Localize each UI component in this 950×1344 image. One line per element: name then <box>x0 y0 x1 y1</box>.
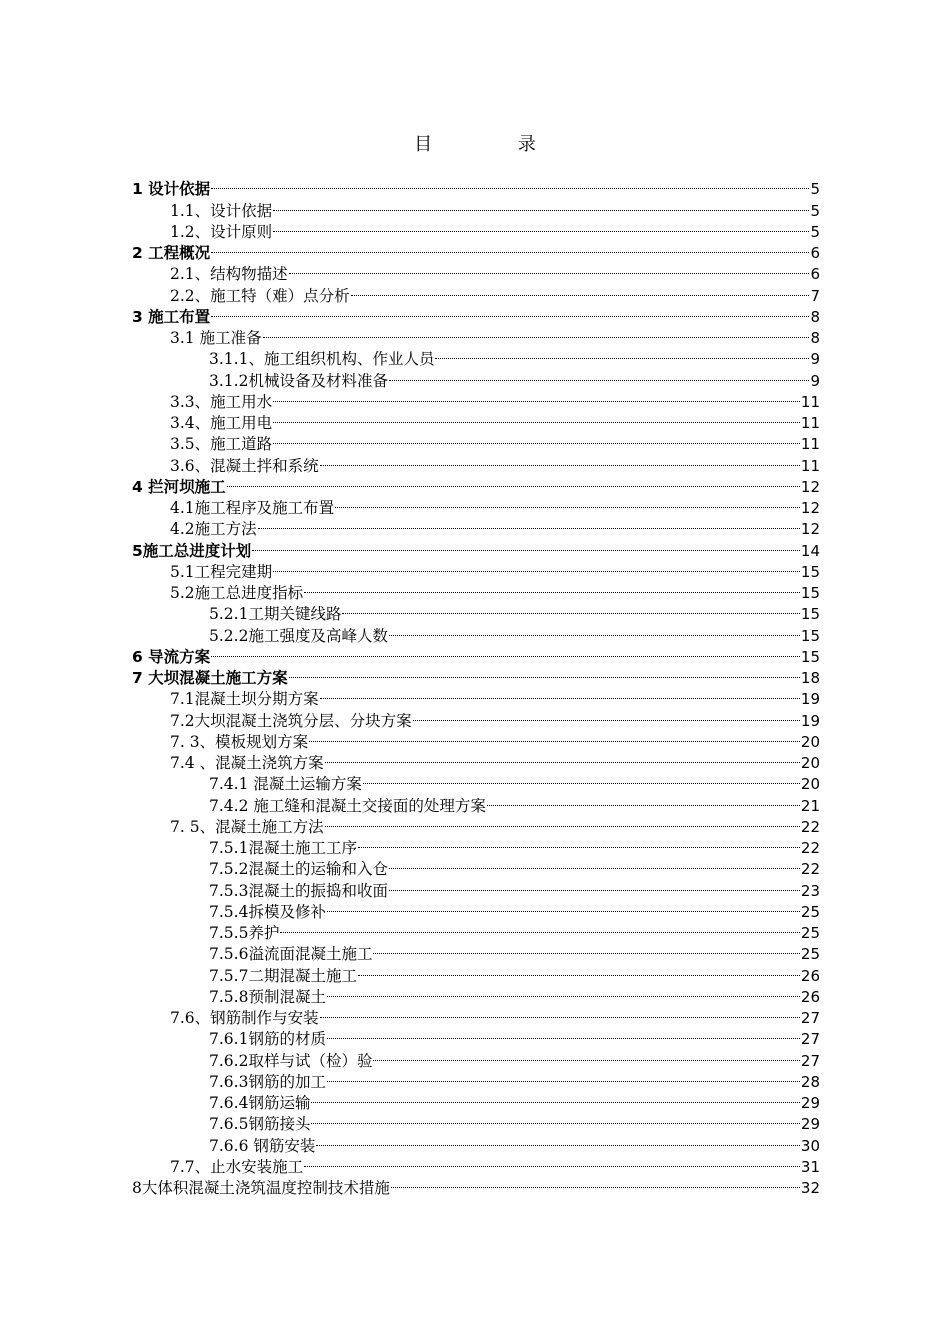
toc-entry-page-number: 19 <box>800 690 820 709</box>
toc-entry-page-number: 6 <box>810 265 820 284</box>
toc-entry-page-number: 26 <box>800 987 820 1006</box>
toc-entry-title: 7.1混凝土坝分期方案 <box>170 690 319 709</box>
toc-entry-title: 5.1工程完建期 <box>170 562 273 581</box>
dot-leader <box>389 358 810 380</box>
toc-entry-title: 6 导流方案 <box>132 647 211 666</box>
dot-leader <box>304 571 800 593</box>
toc-entry-title: 7.2大坝混凝土浇筑分层、分块方案 <box>170 711 412 730</box>
dot-leader <box>413 698 800 720</box>
toc-entry-title: 7.7、止水安装施工 <box>170 1157 304 1176</box>
toc-entry-title: 7.5.2混凝土的运输和入仓 <box>209 860 388 879</box>
toc-entry-page-number: 25 <box>800 902 820 921</box>
dot-leader <box>391 1166 800 1188</box>
toc-entry-page-number: 18 <box>800 669 820 687</box>
toc-entry-title: 2.1、结构物描述 <box>170 265 288 284</box>
toc-entry-page-number: 8 <box>810 329 820 347</box>
dot-leader <box>363 762 800 784</box>
toc-entry-page-number: 22 <box>800 817 820 836</box>
toc-entry-page-number: 7 <box>810 286 820 305</box>
dot-leader <box>358 953 800 975</box>
dot-leader <box>487 783 800 805</box>
dot-leader <box>309 720 800 742</box>
toc-entry-title: 7 大坝混凝土施工方案 <box>132 669 288 687</box>
dot-leader <box>280 911 799 933</box>
toc-entry-title: 7.4.2 施工缝和混凝土交接面的处理方案 <box>209 796 486 815</box>
toc-entry-title: 2.2、施工特（难）点分析 <box>170 286 350 305</box>
dot-leader <box>211 635 800 657</box>
dot-leader <box>263 316 810 338</box>
toc-entry-title: 7.5.8预制混凝土 <box>209 987 326 1006</box>
dot-leader <box>273 422 800 444</box>
toc-entry-title: 7.4.1 混凝土运输方案 <box>209 775 362 794</box>
toc-entry-page-number: 14 <box>800 541 820 560</box>
toc-entry-title: 7.5.5养护 <box>209 924 280 942</box>
dot-leader <box>320 443 800 465</box>
toc-entry-page-number: 11 <box>800 435 820 454</box>
toc-entry-page-number: 8 <box>810 307 820 326</box>
toc-entry-title: 7.6、钢筋制作与安装 <box>170 1009 319 1027</box>
toc-entry-title: 7.5.6溢流面混凝土施工 <box>209 945 373 964</box>
toc-entry-title: 7.5.1混凝土施工工序 <box>209 839 357 857</box>
toc-entry-page-number: 29 <box>800 1115 820 1134</box>
dot-leader <box>335 486 800 508</box>
dot-leader <box>227 465 800 487</box>
toc-entry-title: 7. 5、混凝土施工方法 <box>170 817 324 836</box>
toc-entry-title: 7.6.4钢筋运输 <box>209 1094 311 1112</box>
toc-entry-page-number: 12 <box>800 520 820 539</box>
dot-leader <box>351 273 810 295</box>
toc-entry-title: 5.2施工总进度指标 <box>170 584 304 602</box>
dot-leader <box>304 1145 800 1167</box>
dot-leader <box>389 868 800 890</box>
toc-entry-page-number: 28 <box>800 1072 820 1091</box>
dot-leader <box>258 507 800 529</box>
dot-leader <box>311 1102 799 1124</box>
dot-leader <box>211 231 809 253</box>
dot-leader <box>389 613 800 635</box>
toc-entry-page-number: 31 <box>800 1157 820 1176</box>
toc-entry-title: 7.6.2取样与试（检）验 <box>209 1051 373 1070</box>
dot-leader <box>435 337 809 359</box>
toc-entry-page-number: 6 <box>810 244 820 262</box>
toc-entry-title: 7.6.5钢筋接头 <box>209 1115 311 1134</box>
toc-entry-page-number: 27 <box>800 1009 820 1027</box>
toc-entry-title: 3.6、混凝土拌和系统 <box>170 456 319 475</box>
toc-entry-title: 3.1.2机械设备及材料准备 <box>209 371 388 390</box>
dot-leader <box>316 1123 800 1145</box>
toc-entry-page-number: 22 <box>800 839 820 857</box>
dot-leader <box>325 741 800 763</box>
dot-leader <box>327 1060 800 1082</box>
toc-entry-page-number: 32 <box>800 1179 820 1197</box>
toc-entry-page-number: 19 <box>800 711 820 730</box>
dot-leader <box>327 1017 800 1039</box>
toc-entry-title: 7.6.3钢筋的加工 <box>209 1072 326 1091</box>
dot-leader <box>211 295 809 317</box>
toc-entry-page-number: 5 <box>810 201 820 220</box>
toc-entry-page-number: 27 <box>800 1051 820 1070</box>
dot-leader <box>327 975 800 997</box>
toc-entry-title: 2 工程概况 <box>132 244 211 262</box>
toc-entry-title: 7.5.7二期混凝土施工 <box>209 966 357 985</box>
toc-entry-page-number: 11 <box>800 414 820 432</box>
toc-entry-page-number: 30 <box>800 1136 820 1155</box>
toc-entry-title: 3 施工布置 <box>132 307 211 326</box>
toc-entry-page-number: 21 <box>800 796 820 815</box>
toc-entry-title: 3.1.1、施工组织机构、作业人员 <box>209 350 435 369</box>
toc-entry-title: 5.2.2施工强度及高峰人数 <box>209 626 388 645</box>
toc-entry-page-number: 15 <box>800 605 820 624</box>
toc-entry-page-number: 27 <box>800 1030 820 1049</box>
table-of-contents <box>132 172 820 1197</box>
dot-leader <box>273 401 800 423</box>
toc-entry-page-number: 5 <box>810 222 820 241</box>
toc-entry-title: 7.4 、混凝土浇筑方案 <box>170 754 324 772</box>
toc-entry-page-number: 23 <box>800 881 820 900</box>
toc-entry-title: 3.5、施工道路 <box>170 435 273 454</box>
toc-entry-page-number: 11 <box>800 392 820 411</box>
toc-entry-title: 4 拦河坝施工 <box>132 477 226 496</box>
dot-leader <box>373 1038 799 1060</box>
toc-entry-page-number: 25 <box>800 945 820 964</box>
toc-entry-title: 5施工总进度计划 <box>132 541 252 560</box>
toc-entry-page-number: 29 <box>800 1094 820 1112</box>
dot-leader <box>342 592 799 614</box>
toc-entry-page-number: 26 <box>800 966 820 985</box>
toc-entry-page-number: 12 <box>800 499 820 517</box>
toc-entry-title: 7. 3、模板规划方案 <box>170 732 309 751</box>
toc-entry-title: 3.1 施工准备 <box>170 329 262 347</box>
toc-entry-page-number: 20 <box>800 754 820 772</box>
toc-entry-title: 4.1施工程序及施工布置 <box>170 499 335 517</box>
toc-entry-title: 4.2施工方法 <box>170 520 257 539</box>
toc-entry-title: 1 设计依据 <box>132 180 211 199</box>
dot-leader <box>358 826 800 848</box>
toc-entry-title: 7.6.1钢筋的材质 <box>209 1030 326 1049</box>
dot-leader <box>327 890 800 912</box>
toc-entry-title: 8大体积混凝土浇筑温度控制技术措施 <box>132 1179 390 1197</box>
dot-leader <box>311 1081 799 1103</box>
toc-entry-title: 7.6.6 钢筋安装 <box>209 1136 316 1155</box>
toc-entry-page-number: 15 <box>800 647 820 666</box>
toc-entry-page-number: 15 <box>800 584 820 602</box>
toc-entry-page-number: 5 <box>810 180 820 199</box>
dot-leader <box>325 805 800 827</box>
dot-leader <box>273 210 809 232</box>
dot-leader <box>273 188 809 210</box>
toc-entry-page-number: 9 <box>810 371 820 390</box>
toc-entry-page-number: 15 <box>800 626 820 645</box>
toc-entry-title: 3.4、施工用电 <box>170 414 273 432</box>
toc-entry-page-number: 11 <box>800 456 820 475</box>
dot-leader <box>273 550 800 572</box>
toc-entry-title: 7.5.3混凝土的振捣和收面 <box>209 881 388 900</box>
toc-entry-page-number: 15 <box>800 562 820 581</box>
dot-leader <box>389 847 800 869</box>
dot-leader <box>252 528 800 550</box>
dot-leader <box>289 656 800 678</box>
toc-entry-title: 5.2.1工期关键线路 <box>209 605 342 624</box>
dot-leader <box>273 380 800 402</box>
toc-entry-title: 7.5.4拆模及修补 <box>209 902 326 921</box>
toc-entry-title: 3.3、施工用水 <box>170 392 273 411</box>
toc-entry-page-number: 12 <box>800 477 820 496</box>
toc-entry-page-number: 25 <box>800 924 820 942</box>
dot-leader <box>320 996 800 1018</box>
toc-entry-page-number: 22 <box>800 860 820 879</box>
dot-leader <box>289 252 810 274</box>
dot-leader <box>320 677 800 699</box>
toc-entry-title: 1.1、设计依据 <box>170 201 273 220</box>
page-title: 目 录 <box>414 134 576 155</box>
dot-leader <box>373 932 799 954</box>
toc-entry-title: 1.2、设计原则 <box>170 222 273 241</box>
toc-entry-page-number: 20 <box>800 732 820 751</box>
toc-entry-page-number: 9 <box>810 350 820 369</box>
dot-leader <box>211 167 809 189</box>
toc-entry-page-number: 20 <box>800 775 820 794</box>
